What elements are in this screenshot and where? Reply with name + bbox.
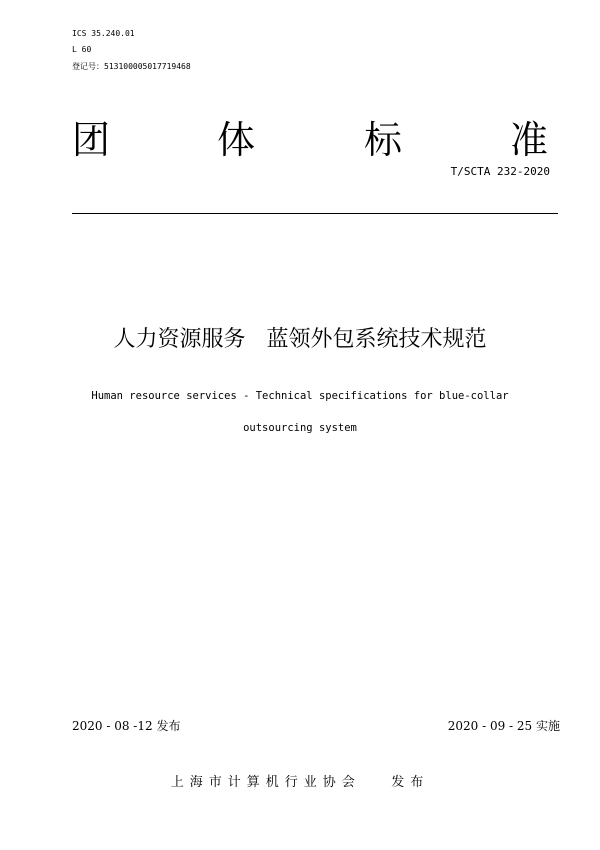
header-divider — [72, 213, 558, 214]
standard-number: T/SCTA 232-2020 — [450, 165, 550, 178]
ics-code: ICS 35.240.01 — [72, 29, 135, 38]
ccs-code: L 60 — [72, 45, 92, 54]
title-english-line-2: outsourcing system — [243, 422, 357, 434]
category-char-2: 体 — [217, 118, 256, 162]
registration-number: 登记号：513100005017719468 — [72, 62, 191, 71]
category-char-3: 标 — [364, 118, 403, 162]
issue-date: 2020 - 08 -12 发布 — [72, 719, 181, 733]
category-char-1: 团 — [72, 118, 111, 162]
publisher: 上海市计算机行业协会 发布 — [170, 775, 430, 790]
title-chinese: 人力资源服务 蓝领外包系统技术规范 — [113, 327, 487, 352]
implementation-date: 2020 - 09 - 25 实施 — [447, 719, 560, 733]
title-english-line-1: Human resource services - Technical specifications for blue-collar — [91, 390, 509, 402]
category-char-4: 准 — [510, 118, 549, 162]
